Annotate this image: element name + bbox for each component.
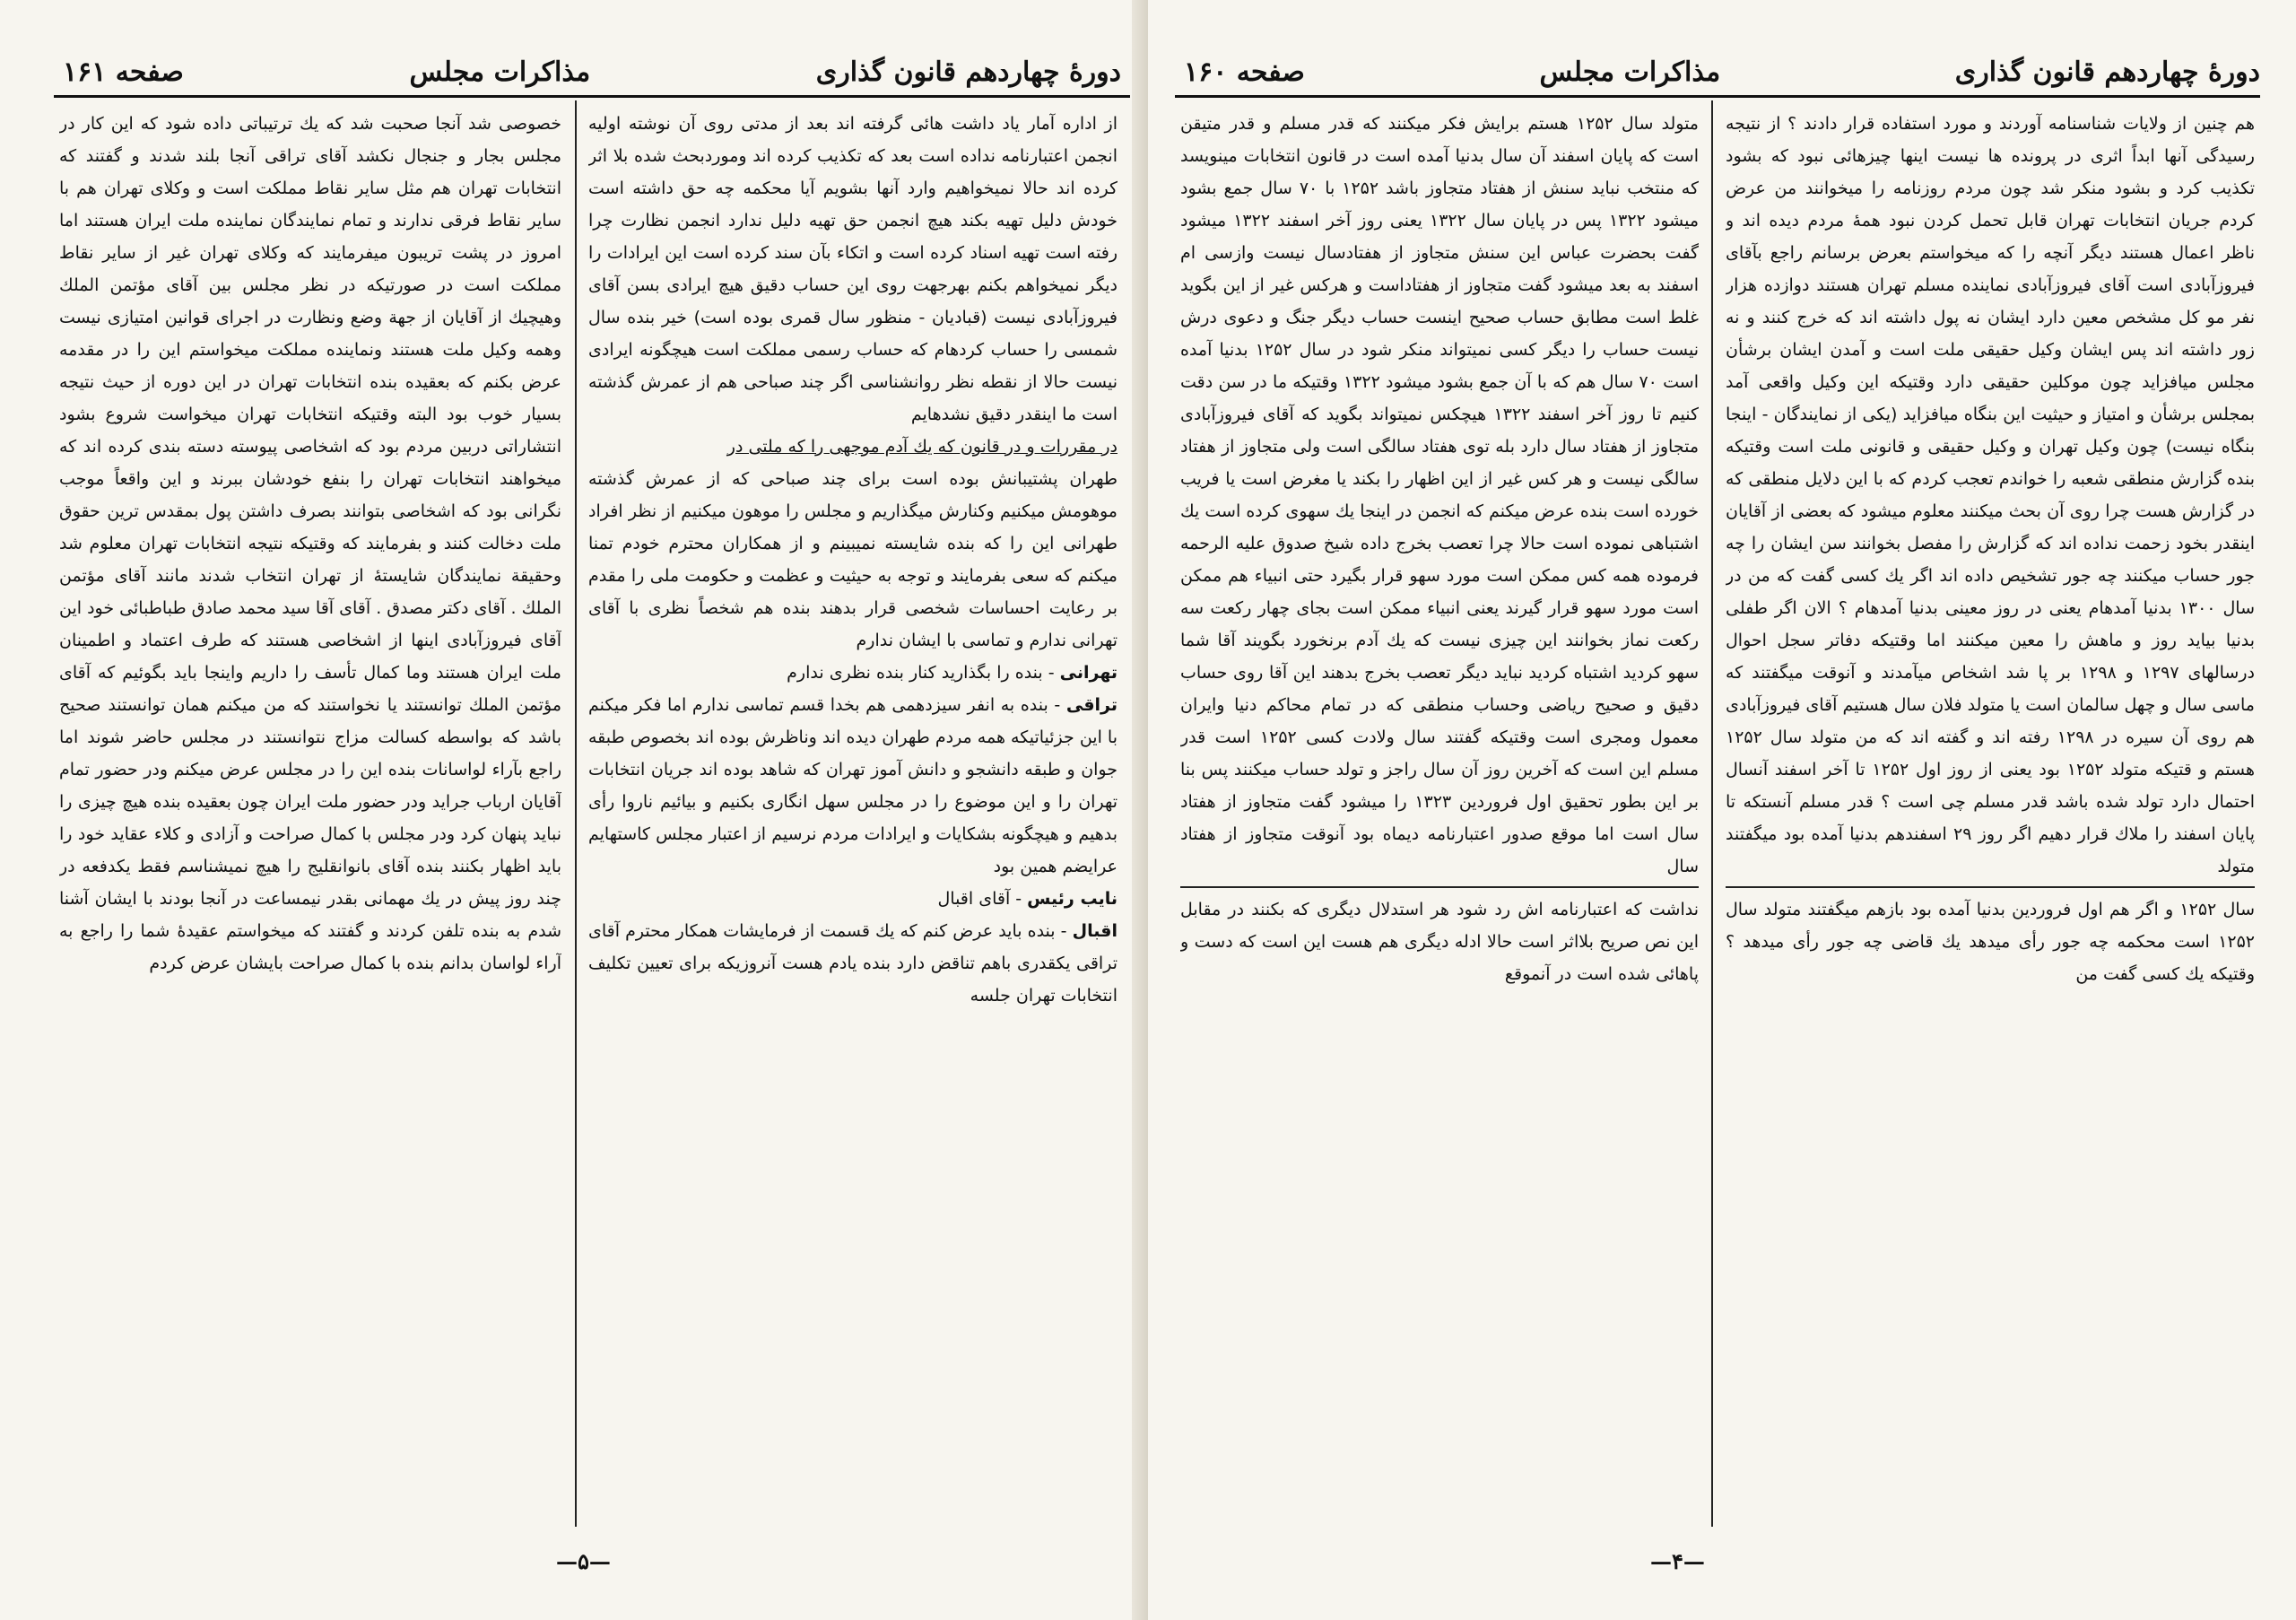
speech-text: - بنده را بگذارید کنار بنده نظری ندارم bbox=[787, 663, 1055, 683]
speaker-name: تراقی bbox=[1065, 695, 1118, 715]
page-header bbox=[63, 50, 1121, 93]
paragraph: خصوصی شد آنجا صحبت شد که یك ترتیباتی داده شود که این کار در مجلس بجار و جنجال نکشد آقای تراقی آنجا بلند شدند و گفتند که انتخابات تهران هم مثل سایر نقاط مملکت است و وکلای تهران هم با سایر نقاط فرقی ندارند و تمام نمایندگان نماینده ملت ایران هستند اما امروز در پشت تریبون میفرمایند که وکلای تهران غیر از سایر نقاط مملکت است در صورتیکه در نظر مجلس بین آقای مؤتمن الملك وهیچیك از آقایان از جهة وضع ونظارت در اجرای قوانین امتیازی نیست وهمه وکیل ملت هستند ونماینده مملکت میخواستم این را در مقدمه عرض بکنم که بعقیده بنده انتخابات تهران در این دوره از حیث نتیجه بسیار خوب بود البته وقتیکه انتخابات تهران میخواست شروع بشود انتشاراتی دربین مردم بود که اشخاصی پیوسته دسته بندی کرده اند که میخواهند انتخابات تهران را بنفع خودشان ببرند و این واقعاً موجب نگرانی بود که اشخاصی بتوانند بصرف داشتن پول بمقدس ترین حقوق ملت دخالت کنند و بفرمایند که وقتیکه نتیجه انتخابات تهران معلوم شد وحقیقة نمایندگان شایستهٔ از تهران انتخاب شدند مانند آقای مؤتمن الملك . آقای دکتر مصدق . آقای آقا سید محمد صادق طباطبائی خود این آقای فیروزآبادی اینها از اشخاصی هستند که طرف اعتماد و اطمینان ملت ایران هستند وما کمال تأسف را داریم واینجا باید بگوئیم که آقای مؤتمن الملك توانستند یا نخواستند که من میکنم همان توانستند صحیح باشد که بواسطه کسالت مزاج نتوانستند در مجلس حاضر شوند اما راجع بآراء لواسانات بنده این را در مجلس عرض میکنم ودر حضور تمام آقایان ارباب جراید ودر حضور ملت ایران چون بعقیده بنده هیچ چیزی را نباید پنهان کرد ودر مجلس با کمال صراحت و آزادی و کلاء عقاید خود را باید اظهار بکنند بنده آقای بانوانقلیج را هیچ نمیشناسم فقط یکدفعه در چند روز پیش در یك مهمانی بقدر نیمساعت در آنجا بودند با ایشان آشنا شدم به بنده تلفن کردند و گفتند که میخواستم عقیدهٔ شما را راجع به آراء لواسان بدانم بنده با کمال صراحت بایشان عرض کردم bbox=[59, 114, 561, 973]
paragraph: هم چنین از ولایات شناسنامه آوردند و مورد استفاده قرار دادند ؟ از نتیجه رسیدگی آنها ابداً اثری در پرونده ها نیست اینها چیزهائی نبود که بشود تکذیب کرد و بشود منکر شد چون مردم روزنامه را میخوانند من عرض کردم جریان انتخابات تهران قابل تحمل کردن نبود همهٔ مردم دیده اند و ناظر اعمال هستند دیگر آنچه را که میخواستم بعرض برسانم راجع بآقای فیروزآبادی است آقای فیروزآبادی نماینده مسلم تهران هستند دوازده هزار نفر مو کل مشخص معین دارد ایشان نه پول داشته اند که خرج کنند و نه زور داشته اند پس ایشان وکیل حقیقی ملت است و آمدن ایشان برشأن مجلس میافزاید چون موکلین حقیقی دارد وقتیکه این وکیل واقعی آمد بمجلس برشأن و امتیاز و حیثیت این بنگاه میافزاید (یکی از نمایندگان - اینجا بنگاه نیست) چون وکیل تهران و وکیل حقیقی و قانونی ملت است وقتیکه بنده گزارش منطقی شعبه را خواندم تعجب کردم که با این دلایل منطقی که در گزارش هست چرا روی آن بحث میکنند معلوم میشود که بعضی از آقایان اینقدر بخود زحمت نداده اند که گزارش را مفصل بخوانند سن ایشان را چه جور حساب میکنند چه جور تشخیص داده اند اگر یك کسی گفت که من در سال ۱۳۰۰ بدنیا آمدهام یعنی در روز معینی بدنیا آمدهام ؟ الان اگر طفلی بدنیا بیاید روز و ماهش را معین میکنند اما وقتیکه دفاتر سجل احوال درسالهای ۱۲۹۷ و ۱۲۹۸ بر پا شد اشخاص میآمدند و آنوقت میگفتند که ماسی سال و چهل سالمان است یا متولد فلان سال هستیم آقای فیروزآبادی هم روی آن سیره در ۱۲۹۸ رفته اند و گفته اند که من متولد سال ۱۲۵۲ هستم و قتیکه متولد ۱۲۵۲ بود یعنی از روز اول ۱۲۵۲ تا آخر اسفند آنسال احتمال دارد تولد شده باشد قدر مسلم چی است ؟ قدر مسلم آنستکه تا پایان اسفند را ملاك قرار دهیم اگر روز ۲۹ اسفندهم بدنیا آمده بود میگفتند متولد bbox=[1726, 114, 2255, 876]
speaker-name: تهرانی bbox=[1059, 663, 1118, 683]
column-divider bbox=[575, 100, 577, 1527]
dialogue-line bbox=[588, 883, 1118, 915]
paragraph: طهران پشتیبانش بوده است برای چند صباحی که از عمرش گذشته موهومش میکنیم وکنارش میگذاریم و مجلس را موهون میکنیم از نظر افراد طهرانی این را که بنده شایسته نمیبینم و از همکاران محترم خودم تمنا میکنم که سعی بفرمایند و توجه به حیثیت و عظمت و حکومت ملی را مقدم بر رعایت احساسات شخصی قرار بدهند بنده هم شخصاً نظری با آقای تهرانی ندارم و تماسی با ایشان ندارم bbox=[588, 469, 1118, 650]
speaker-name: نایب رئیس bbox=[1027, 889, 1118, 909]
dialogue-line bbox=[588, 657, 1118, 689]
underlined-line: در مقررات و در قانون که یك آدم موجهی را که ملتی در bbox=[726, 437, 1118, 457]
running-title: دورهٔ چهاردهم قانون گذاری bbox=[1954, 56, 2260, 88]
dialogue-line bbox=[588, 915, 1118, 1012]
header-rule bbox=[54, 95, 1130, 98]
dialogue-line bbox=[588, 689, 1118, 883]
text-column-right bbox=[1726, 108, 2255, 1516]
right-page bbox=[1148, 0, 2296, 1620]
page-footer: —۵— bbox=[556, 1548, 611, 1574]
paragraph: سال ۱۲۵۲ و اگر هم اول فروردین بدنیا آمده بود بازهم میگفتند متولد سال ۱۲۵۲ است محکمه چه جور رأی میدهد یك قاضی چه جور رأی میدهد ؟ وقتیکه یك کسی گفت من bbox=[1726, 900, 2255, 984]
column-divider bbox=[1711, 100, 1713, 1527]
page-number-label: صفحه ۱۶۰ bbox=[1184, 56, 1305, 88]
text-column-left bbox=[59, 108, 561, 1516]
center-title: مذاکرات مجلس bbox=[409, 56, 591, 88]
page-header bbox=[1184, 50, 2260, 93]
section-rule bbox=[1726, 886, 2255, 888]
section-rule bbox=[1180, 886, 1699, 888]
speech-text: - آقای اقبال bbox=[937, 889, 1022, 909]
paragraph: نداشت که اعتبارنامه اش رد شود هر استدلال دیگری که بکنند در مقابل این نص صریح بلااثر است حالا ادله دیگری هم هست این است که دست و پاهائی شده است در آنموقع bbox=[1180, 900, 1699, 984]
header-rule bbox=[1175, 95, 2260, 98]
speech-text: - بنده به انفر سیزدهمی هم بخدا قسم تماسی ندارم اما فکر میکنم با این جزئیاتیکه همه مردم طهران دیده اند وناظرش بوده اند بخصوص طبقه جوان و طبقه دانشجو و دانش آموز تهران که شاهد بوده اند جریان انتخابات تهران را و این موضوع را در مجلس سهل انگاری بکنیم و بیائیم ناروا رأی بدهیم و هیچگونه بشکایات و ایرادات مردم نرسیم از اعتبار مجلس کاستهایم عرایضم همین بود bbox=[588, 695, 1118, 876]
text-column-right bbox=[588, 108, 1118, 1516]
center-title: مذاکرات مجلس bbox=[1539, 56, 1721, 88]
speaker-name: اقبال bbox=[1072, 921, 1118, 941]
page-number-label: صفحه ۱۶۱ bbox=[63, 56, 184, 88]
running-title: دورهٔ چهاردهم قانون گذاری bbox=[815, 56, 1121, 88]
speech-text: - بنده باید عرض کنم که یك قسمت از فرمایشات همکار محترم آقای تراقی یکقدری باهم تناقض دارد بنده یادم هست آنروزیکه برای تعیین تکلیف انتخابات تهران جلسه bbox=[588, 921, 1118, 1006]
paragraph: متولد سال ۱۲۵۲ هستم برایش فکر میکنند که قدر مسلم و قدر متیقن است که پایان اسفند آن سال بدنیا آمده است در قانون انتخابات مینویسد که منتخب نباید سنش از هفتاد متجاوز باشد ۱۲۵۲ با ۷۰ سال جمع بشود میشود ۱۳۲۲ پس در پایان سال ۱۳۲۲ یعنی روز آخر اسفند ۱۳۲۲ میشود گفت بحضرت عباس این سنش متجاوز از هفتادسال نیست وازسی ام اسفند به بعد میشود گفت متجاوز از هفتاداست و هرکس غیر از این بگوید غلط است مطابق حساب صحیح اینست حساب دیگر جنگ و دعوی درش نیست حساب را دیگر کسی نمیتواند منکر شود در سال ۱۲۵۲ بدنیا آمده است ۷۰ سال هم که با آن جمع بشود میشود ۱۳۲۲ وقتیکه ما در سن دقت کنیم تا روز آخر اسفند ۱۳۲۲ هیچکس نمیتواند بگوید که آقای فیروزآبادی متجاوز از هفتاد سال دارد بله توی هفتاد سالگی است ولی متجاوز از هفتاد سالگی نیست و هر کس غیر از این اظهار را بکند یا مغرض است یا فریب خورده است بنده عرض میکنم که انجمن در اینجا یك سهوی کرده است یك اشتباهی نموده است حالا چرا تعصب بخرج داده شیخ صدوق علیه الرحمه فرموده همه کس ممکن است مورد سهو قرار بگیرد حتی انبیاء هم ممکن است مورد سهو قرار گیرند یعنی انبیاء ممکن است بجای چهار رکعت سه رکعت نماز بخوانند این چیزی نیست که یك آدم برنخورد بگویند آقا شما سهو کردید اشتباه کردید نباید دیگر تعصب بخرج بدهند این آقا روی حساب دقیق و صحیح ریاضی وحساب منطقی که در تمام محاکم دنیا وایران معمول ومجری است وقتیکه گفتند سال ولادت کسی ۱۲۵۲ است قدر مسلم این است که آخرین روز آن سال راجز و تولد حساب میکنند پس بنا بر این بطور تحقیق اول فروردین ۱۳۲۳ را میشود گفت متجاوز از هفتاد سال است اما موقع صدور اعتبارنامه دیماه بود آنوقت متجاوز از هفتاد سال bbox=[1180, 114, 1699, 876]
paragraph: از اداره آمار یاد داشت هائی گرفته اند بعد از مدتی روی آن نوشته اولیه انجمن اعتبارنامه نداده است بعد که تکذیب کرده اند وموردبحث شده بلا اثر کرده اند حالا نمیخواهیم وارد آنها بشویم آیا محکمه چه حق داشته است خودش دلیل تهیه بکند هیچ انجمن حق تهیه دلیل ندارد انجمن نظارت چرا رفته است تهیه اسناد کرده است و اتکاء بآن سند کرده است این ایرادات را دیگر نمیخواهم بکنم بهرجهت روی این حساب دقیق هیچ ایرادی بسن آقای فیروزآبادی نیست (قبادیان - منظور سال قمری بوده است) خیر بنده سال شمسی را حساب کردهام که حساب رسمی مملکت است هیچگونه ایرادی نیست حالا از نقطه نظر روانشناسی اگر چند صباحی هم از عمرش گذشته است ما اینقدر دقیق نشدهایم bbox=[588, 114, 1118, 424]
page-footer: —۴— bbox=[1650, 1548, 1705, 1574]
text-column-left bbox=[1180, 108, 1699, 1516]
